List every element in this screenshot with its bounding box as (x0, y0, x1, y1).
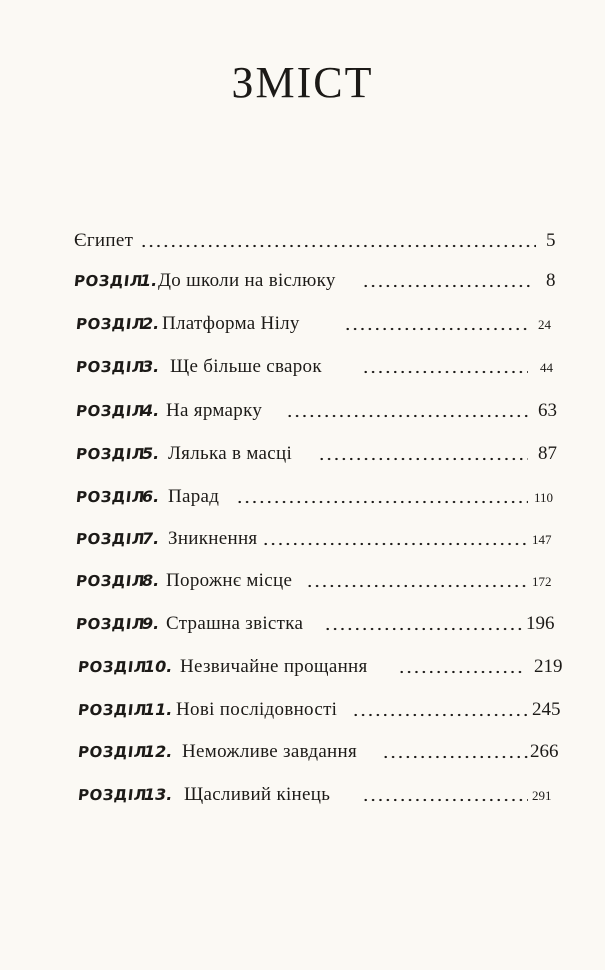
chapter-number: 4. (142, 401, 160, 420)
toc-entry-title: Парад (168, 486, 220, 507)
toc-entry-page: 44 (540, 360, 553, 375)
leader-dots (362, 284, 534, 288)
toc-entry-page: 8 (546, 270, 556, 291)
leader-dots (262, 542, 528, 546)
toc-entry-title: Лялька в масці (168, 443, 293, 464)
chapter-number: 5. (142, 444, 160, 463)
leader-dots (140, 244, 536, 248)
toc-entry-page: 110 (534, 490, 554, 505)
toc-entry (0, 303, 605, 335)
chapter-number: 1. (140, 271, 158, 290)
toc-entry-title: Ще більше сварок (170, 356, 322, 377)
toc-entry-title: Незвичайне прощання (180, 656, 368, 677)
toc-entry-page: 266 (530, 741, 559, 762)
toc-entry-page: 291 (532, 788, 552, 803)
toc-entry (0, 518, 605, 550)
chapter-number: 13. (144, 785, 173, 804)
chapter-label: РОЗДІЛ (75, 358, 146, 376)
toc-entry-title: Страшна звістка (166, 613, 304, 634)
toc-entry (0, 476, 605, 508)
toc-entry-title: До школи на віслюку (158, 270, 336, 291)
toc-entry (0, 260, 605, 292)
chapter-label: РОЗДІЛ (77, 786, 148, 804)
toc-entry (0, 646, 605, 678)
chapter-label: РОЗДІЛ (77, 701, 148, 719)
chapter-label: РОЗДІЛ (75, 615, 146, 633)
toc-entry-title: Нові послідовності (176, 699, 338, 720)
leader-dots (306, 584, 528, 588)
chapter-number: 7. (142, 529, 160, 548)
page-title: ЗМІСТ (231, 58, 374, 107)
leader-dots (344, 327, 528, 331)
chapter-number: 2. (142, 314, 160, 333)
chapter-label: РОЗДІЛ (75, 315, 146, 333)
toc-entry-title: Неможливе завдання (182, 741, 358, 762)
chapter-label: РОЗДІЛ (75, 530, 146, 548)
toc-entry (0, 433, 605, 465)
toc-entry-page: 245 (532, 699, 561, 720)
toc-entry (0, 731, 605, 763)
toc-entry-page: 87 (538, 443, 557, 464)
toc-entry-page: 24 (538, 317, 551, 332)
chapter-label: РОЗДІЛ (77, 743, 148, 761)
chapter-label: РОЗДІЛ (73, 272, 144, 290)
chapter-number: 8. (142, 571, 160, 590)
toc-entry-page: 63 (538, 400, 557, 421)
toc-entry (0, 346, 605, 378)
toc-entry-title: Зникнення (168, 528, 258, 549)
chapter-label: РОЗДІЛ (75, 572, 146, 590)
toc-entry-title: Платформа Нілу (162, 313, 300, 334)
chapter-label: РОЗДІЛ (77, 658, 148, 676)
leader-dots (398, 670, 526, 674)
leader-dots (236, 500, 528, 504)
chapter-number: 6. (142, 487, 160, 506)
toc-entry-page: 196 (526, 613, 555, 634)
leader-dots (324, 627, 524, 631)
leader-dots (286, 414, 528, 418)
leader-dots (318, 457, 528, 461)
chapter-number: 11. (144, 700, 173, 719)
chapter-number: 12. (144, 742, 173, 761)
chapter-label: РОЗДІЛ (75, 402, 146, 420)
chapter-number: 3. (142, 357, 160, 376)
toc-entry (0, 774, 605, 806)
toc-entry (0, 560, 605, 592)
toc-entry (0, 603, 605, 635)
chapter-number: 9. (142, 614, 160, 633)
leader-dots (352, 713, 528, 717)
toc-entry-title: Єгипет (74, 230, 134, 251)
toc-entry-page: 5 (546, 230, 556, 251)
toc-entry-title: На ярмарку (166, 400, 263, 421)
leader-dots (362, 798, 528, 802)
leader-dots (362, 370, 528, 374)
toc-entry (0, 220, 605, 252)
chapter-number: 10. (144, 657, 173, 676)
toc-entry-title: Щасливий кінець (184, 784, 331, 805)
toc-entry-page: 147 (532, 532, 552, 547)
leader-dots (382, 755, 528, 759)
toc-entry-page: 172 (532, 574, 552, 589)
toc-entry (0, 689, 605, 721)
chapter-label: РОЗДІЛ (75, 488, 146, 506)
toc-entry-title: Порожнє місце (166, 570, 293, 591)
toc-entry (0, 390, 605, 422)
chapter-label: РОЗДІЛ (75, 445, 146, 463)
toc-entry-page: 219 (534, 656, 563, 677)
